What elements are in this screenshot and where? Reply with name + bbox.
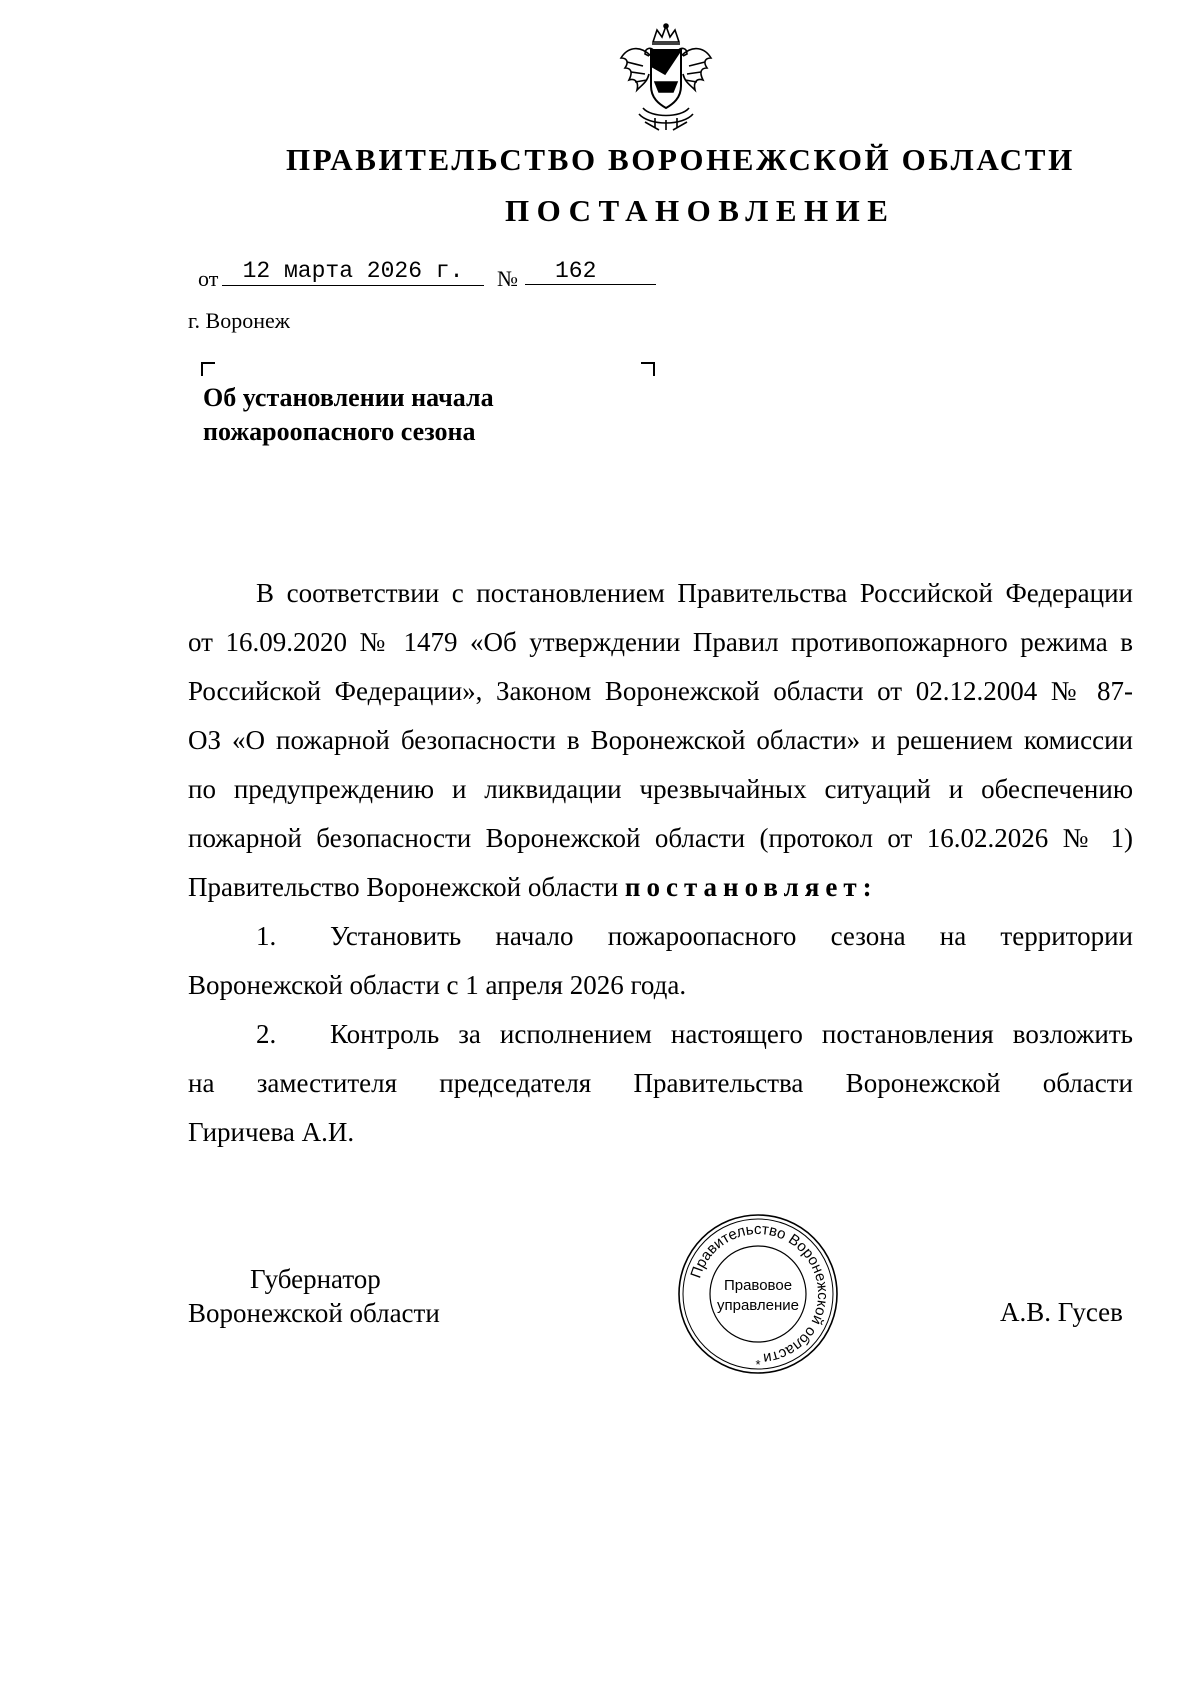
document-city: г. Воронеж — [188, 308, 290, 333]
item-number: 1. — [256, 921, 277, 951]
document-date: 12 марта 2026 г. — [222, 257, 484, 286]
body-line-text: Правительство Воронежской области — [188, 872, 619, 902]
document-type-title: ПОСТАНОВЛЕНИЕ — [505, 193, 896, 228]
body-line — [188, 863, 1133, 912]
subject-bracket-left — [201, 362, 215, 376]
item-line: Контроль за исполнением настоящего постановления возложить — [330, 1019, 1133, 1049]
item-line: на заместителя председателя Правительства Воронежской области — [188, 1068, 1133, 1098]
body-line: от 16.09.2020 № 1479 «Об утверждении Правил противопожарного режима в — [188, 627, 1133, 657]
stamp-star: * — [755, 1357, 761, 1372]
document-number: 162 — [525, 257, 656, 285]
subject-line: Об установлении начала — [203, 383, 494, 412]
body-line: ОЗ «О пожарной безопасности в Воронежской области» и решением комиссии — [188, 725, 1133, 755]
item-number: 2. — [256, 1019, 277, 1049]
official-stamp — [676, 1212, 840, 1376]
coat-of-arms-icon — [615, 22, 717, 132]
position-line: Губернатор — [250, 1264, 381, 1294]
number-prefix: № — [497, 266, 518, 291]
body-line: В соответствии с постановлением Правительства Российской Федерации — [256, 578, 1133, 608]
body-line: Российской Федерации», Законом Воронежской области от 02.12.2004 № 87- — [188, 676, 1133, 706]
item-line: Установить начало пожароопасного сезона на территории — [330, 921, 1133, 951]
stamp-center-line: Правовое — [723, 1277, 793, 1294]
body-line: по предупреждению и ликвидации чрезвычайных ситуаций и обеспечению — [188, 774, 1133, 804]
signatory-position — [188, 1262, 440, 1330]
subject-line: пожароопасного сезона — [203, 417, 476, 446]
item-line: Гиричева А.И. — [188, 1117, 355, 1147]
position-line: Воронежской области — [188, 1298, 440, 1328]
subject-bracket-right — [641, 362, 655, 376]
resolution-keyword: постановляет: — [624, 872, 878, 902]
date-prefix: от — [198, 266, 219, 291]
stamp-ring-text: Правительство Воронежской области — [687, 1220, 832, 1367]
signatory-name: А.В. Гусев — [1000, 1297, 1123, 1327]
document-subject — [203, 381, 494, 449]
item-line: Воронежской области с 1 апреля 2026 года. — [188, 970, 687, 1000]
organization-title: ПРАВИТЕЛЬСТВО ВОРОНЕЖСКОЙ ОБЛАСТИ — [286, 142, 1075, 177]
body-line: пожарной безопасности Воронежской области (протокол от 16.02.2026 № 1) — [188, 823, 1133, 853]
stamp-center-line: управление — [716, 1297, 800, 1314]
